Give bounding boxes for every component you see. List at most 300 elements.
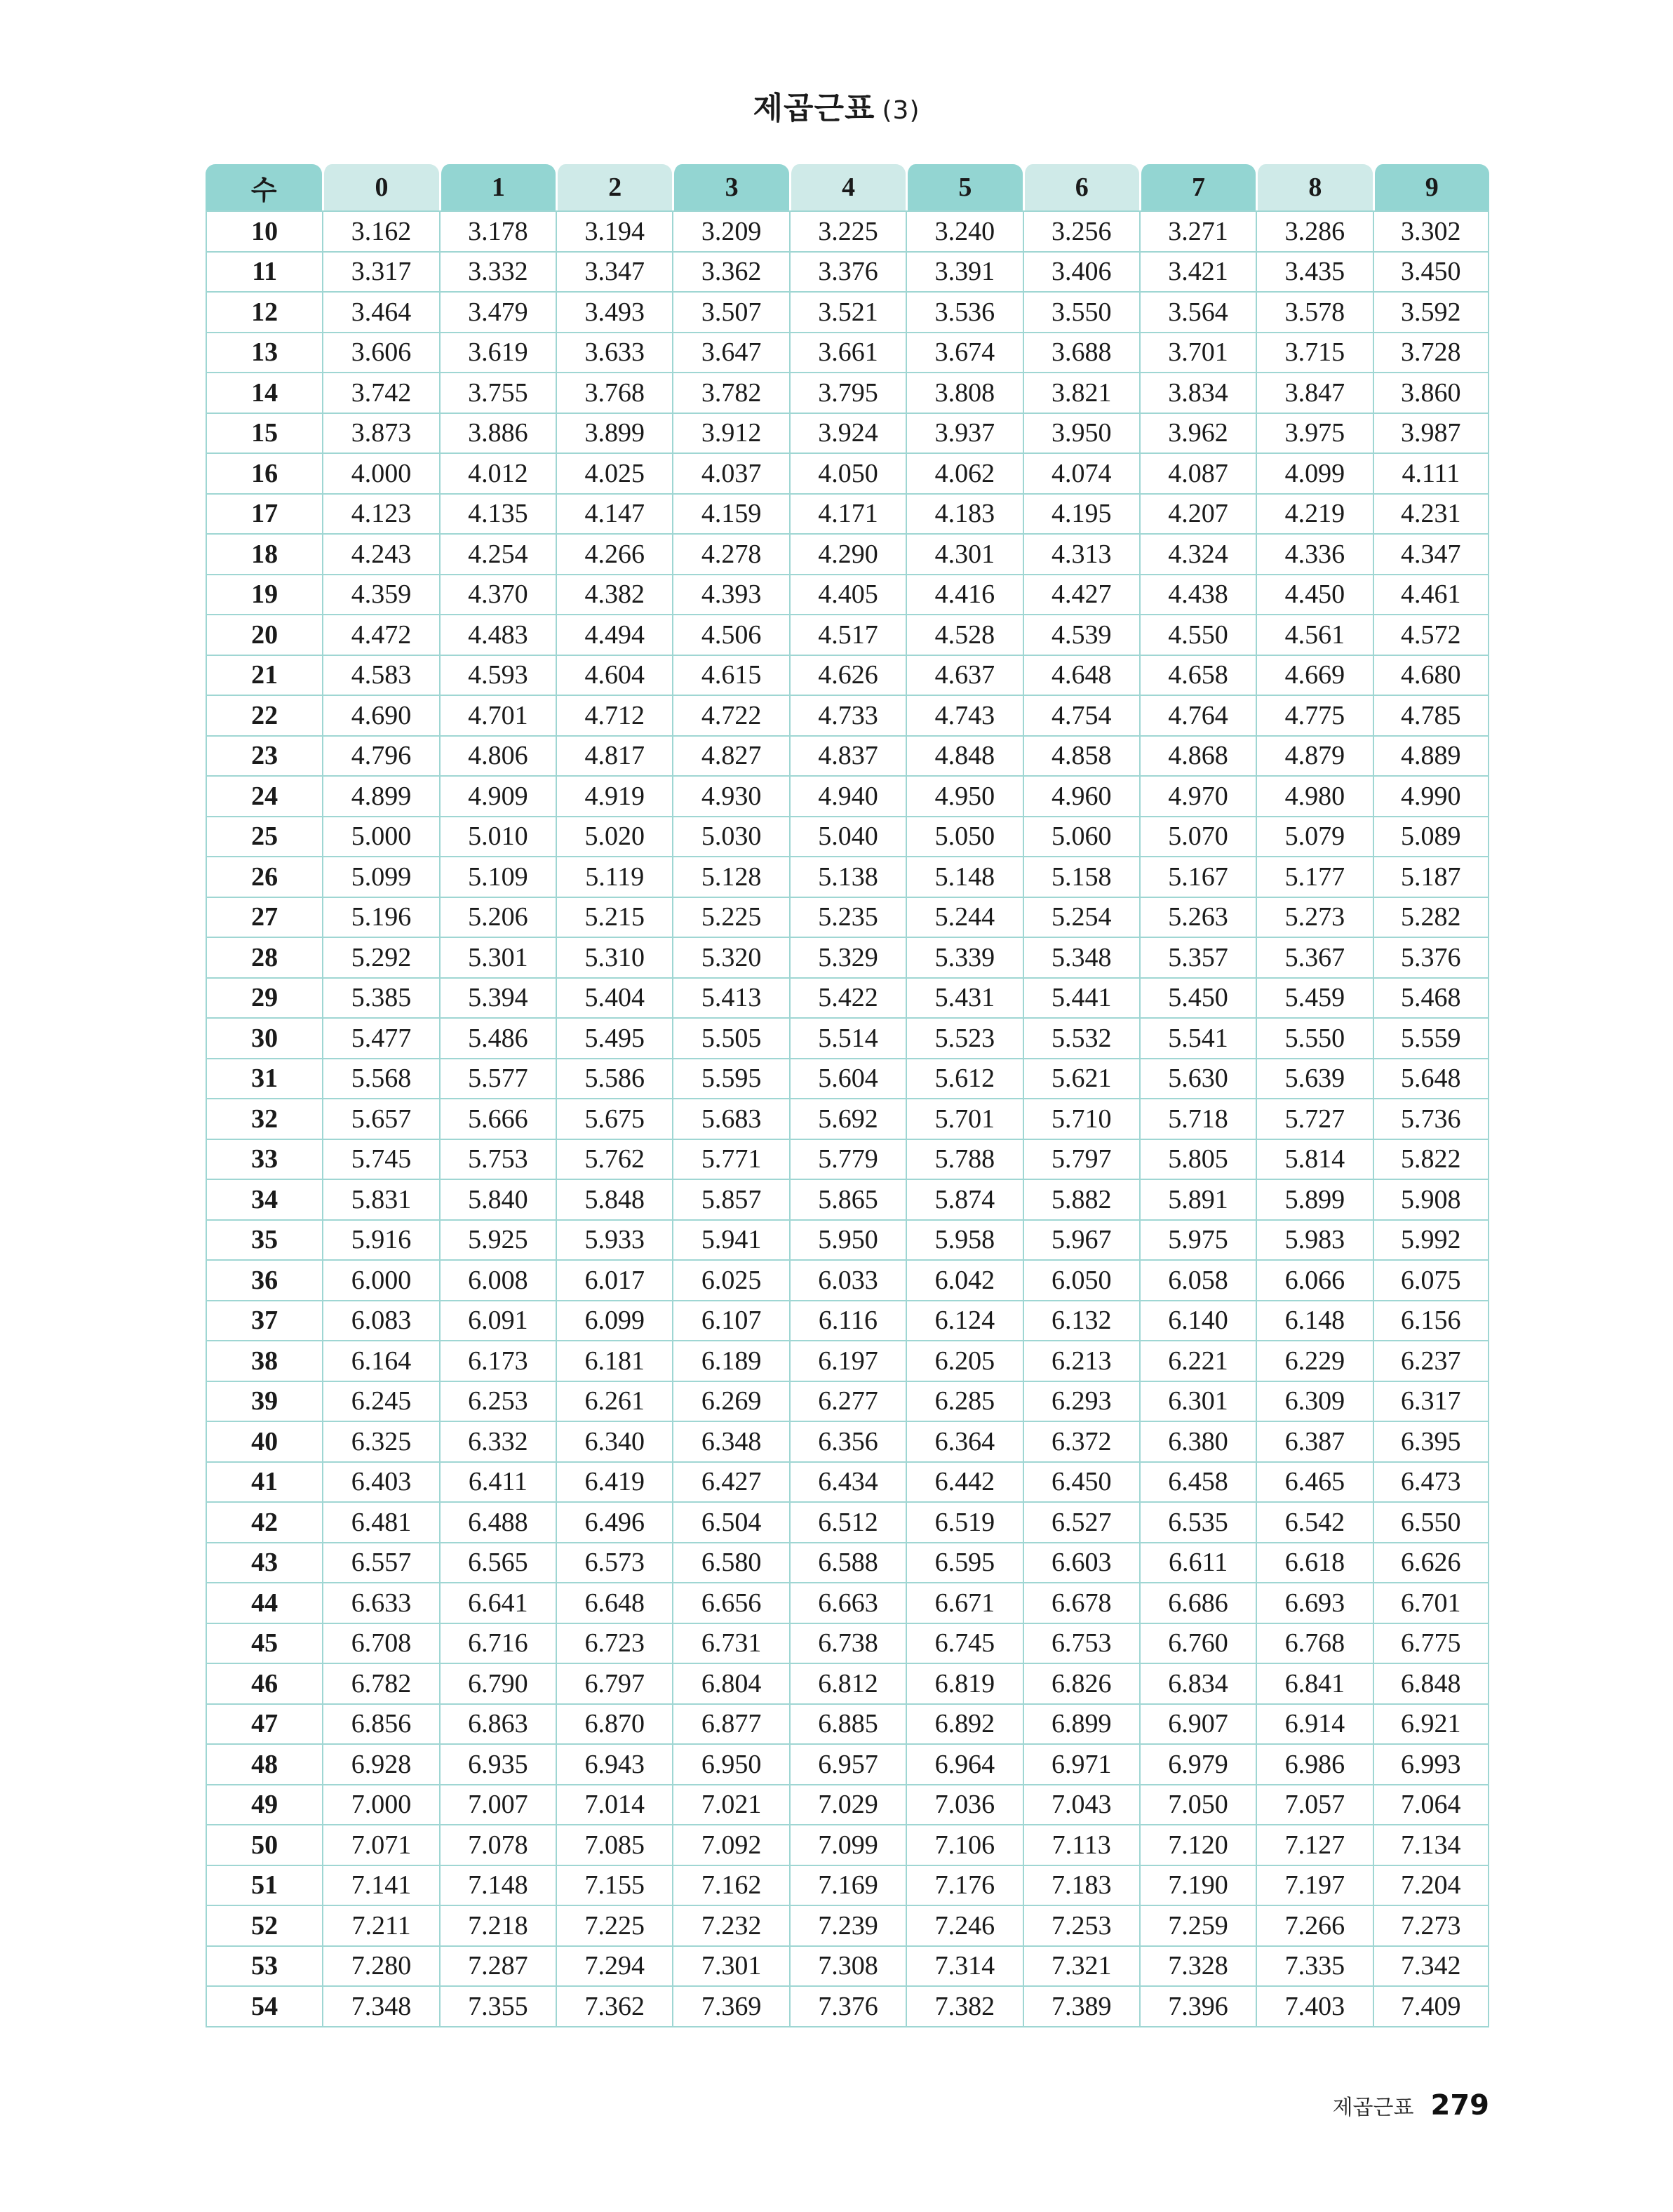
row-number-cell: 41 xyxy=(206,1463,322,1503)
table-cell: 5.967 xyxy=(1023,1221,1139,1261)
table-cell: 6.156 xyxy=(1373,1301,1489,1342)
table-cell: 4.572 xyxy=(1373,615,1489,656)
table-cell: 6.550 xyxy=(1373,1503,1489,1543)
table-cell: 3.808 xyxy=(906,373,1022,414)
table-cell: 6.603 xyxy=(1023,1543,1139,1584)
table-row xyxy=(206,454,1489,495)
header-cell-digit-2: 2 xyxy=(556,164,672,210)
table-cell: 3.782 xyxy=(672,373,788,414)
table-cell: 5.639 xyxy=(1256,1059,1372,1100)
table-cell: 3.912 xyxy=(672,414,788,455)
table-cell: 4.909 xyxy=(439,777,556,817)
row-number-cell: 28 xyxy=(206,938,322,979)
table-cell: 3.209 xyxy=(672,210,788,253)
table-cell: 3.564 xyxy=(1139,293,1256,333)
table-cell: 7.134 xyxy=(1373,1825,1489,1866)
table-cell: 6.213 xyxy=(1023,1341,1139,1382)
table-cell: 4.950 xyxy=(906,777,1022,817)
table-cell: 5.541 xyxy=(1139,1019,1256,1059)
table-cell: 4.159 xyxy=(672,495,788,535)
table-row xyxy=(206,1785,1489,1826)
table-cell: 4.889 xyxy=(1373,737,1489,777)
table-cell: 7.348 xyxy=(322,1987,438,2027)
table-cell: 7.000 xyxy=(322,1785,438,1826)
table-cell: 3.847 xyxy=(1256,373,1372,414)
table-cell: 6.565 xyxy=(439,1543,556,1584)
header-cell-digit-1: 1 xyxy=(439,164,556,210)
table-cell: 5.568 xyxy=(322,1059,438,1100)
table-cell: 4.050 xyxy=(789,454,906,495)
table-cell: 5.992 xyxy=(1373,1221,1489,1261)
table-cell: 4.517 xyxy=(789,615,906,656)
table-cell: 4.393 xyxy=(672,575,788,616)
table-cell: 6.512 xyxy=(789,1503,906,1543)
table-cell: 4.583 xyxy=(322,656,438,697)
table-cell: 6.325 xyxy=(322,1422,438,1463)
table-cell: 5.805 xyxy=(1139,1140,1256,1181)
table-cell: 5.683 xyxy=(672,1099,788,1140)
table-row xyxy=(206,1624,1489,1665)
table-cell: 6.411 xyxy=(439,1463,556,1503)
table-cell: 6.269 xyxy=(672,1382,788,1423)
table-row xyxy=(206,293,1489,333)
table-cell: 6.000 xyxy=(322,1261,438,1301)
table-cell: 6.731 xyxy=(672,1624,788,1665)
table-cell: 6.380 xyxy=(1139,1422,1256,1463)
table-cell: 3.507 xyxy=(672,293,788,333)
table-cell: 4.754 xyxy=(1023,696,1139,737)
table-cell: 6.950 xyxy=(672,1745,788,1785)
square-root-table xyxy=(206,164,1489,2027)
table-cell: 7.232 xyxy=(672,1906,788,1947)
row-number-cell: 21 xyxy=(206,656,322,697)
table-cell: 7.043 xyxy=(1023,1785,1139,1826)
table-cell: 4.347 xyxy=(1373,535,1489,575)
table-cell: 4.243 xyxy=(322,535,438,575)
table-cell: 3.178 xyxy=(439,210,556,253)
table-cell: 7.078 xyxy=(439,1825,556,1866)
table-cell: 6.701 xyxy=(1373,1583,1489,1624)
table-cell: 4.195 xyxy=(1023,495,1139,535)
table-cell: 7.273 xyxy=(1373,1906,1489,1947)
table-cell: 3.701 xyxy=(1139,333,1256,374)
table-cell: 5.187 xyxy=(1373,857,1489,898)
table-cell: 6.033 xyxy=(789,1261,906,1301)
table-cell: 4.494 xyxy=(556,615,672,656)
table-cell: 7.218 xyxy=(439,1906,556,1947)
table-cell: 4.012 xyxy=(439,454,556,495)
table-cell: 6.907 xyxy=(1139,1705,1256,1745)
table-cell: 3.450 xyxy=(1373,253,1489,293)
table-cell: 5.357 xyxy=(1139,938,1256,979)
table-cell: 3.536 xyxy=(906,293,1022,333)
row-number-cell: 25 xyxy=(206,817,322,858)
table-cell: 4.796 xyxy=(322,737,438,777)
table-cell: 4.550 xyxy=(1139,615,1256,656)
table-cell: 3.715 xyxy=(1256,333,1372,374)
table-cell: 5.505 xyxy=(672,1019,788,1059)
table-cell: 5.138 xyxy=(789,857,906,898)
table-cell: 5.367 xyxy=(1256,938,1372,979)
table-cell: 7.141 xyxy=(322,1866,438,1907)
row-number-cell: 30 xyxy=(206,1019,322,1059)
table-cell: 4.111 xyxy=(1373,454,1489,495)
table-cell: 5.692 xyxy=(789,1099,906,1140)
table-row xyxy=(206,979,1489,1019)
row-number-cell: 44 xyxy=(206,1583,322,1624)
table-cell: 5.486 xyxy=(439,1019,556,1059)
table-cell: 7.376 xyxy=(789,1987,906,2027)
table-cell: 4.135 xyxy=(439,495,556,535)
table-cell: 7.409 xyxy=(1373,1987,1489,2027)
table-cell: 6.116 xyxy=(789,1301,906,1342)
row-number-cell: 43 xyxy=(206,1543,322,1584)
row-number-cell: 40 xyxy=(206,1422,322,1463)
table-cell: 5.958 xyxy=(906,1221,1022,1261)
table-row xyxy=(206,1906,1489,1947)
table-cell: 5.577 xyxy=(439,1059,556,1100)
row-number-cell: 14 xyxy=(206,373,322,414)
table-cell: 3.493 xyxy=(556,293,672,333)
table-cell: 6.458 xyxy=(1139,1463,1256,1503)
page-title-sub: (3) xyxy=(882,96,920,125)
table-cell: 5.020 xyxy=(556,817,672,858)
table-cell: 4.290 xyxy=(789,535,906,575)
table-cell: 5.079 xyxy=(1256,817,1372,858)
footer-section-label: 제곱근표 xyxy=(1332,2096,1414,2120)
table-cell: 7.355 xyxy=(439,1987,556,2027)
table-cell: 3.950 xyxy=(1023,414,1139,455)
table-cell: 5.933 xyxy=(556,1221,672,1261)
header-cell-digit-7: 7 xyxy=(1139,164,1256,210)
table-row xyxy=(206,1180,1489,1221)
table-cell: 4.940 xyxy=(789,777,906,817)
table-cell: 4.147 xyxy=(556,495,672,535)
table-row xyxy=(206,1341,1489,1382)
table-row xyxy=(206,1947,1489,1988)
table-row xyxy=(206,1987,1489,2027)
table-cell: 6.124 xyxy=(906,1301,1022,1342)
table-cell: 3.768 xyxy=(556,373,672,414)
table-cell: 6.427 xyxy=(672,1463,788,1503)
table-cell: 6.993 xyxy=(1373,1745,1489,1785)
table-cell: 4.123 xyxy=(322,495,438,535)
table-cell: 5.701 xyxy=(906,1099,1022,1140)
table-cell: 6.364 xyxy=(906,1422,1022,1463)
table-cell: 3.975 xyxy=(1256,414,1372,455)
table-cell: 6.164 xyxy=(322,1341,438,1382)
table-cell: 3.479 xyxy=(439,293,556,333)
table-cell: 5.385 xyxy=(322,979,438,1019)
table-cell: 4.680 xyxy=(1373,656,1489,697)
table-cell: 7.211 xyxy=(322,1906,438,1947)
table-cell: 4.025 xyxy=(556,454,672,495)
table-cell: 3.256 xyxy=(1023,210,1139,253)
table-cell: 5.244 xyxy=(906,898,1022,939)
table-cell: 6.841 xyxy=(1256,1664,1372,1705)
table-cell: 6.075 xyxy=(1373,1261,1489,1301)
table-cell: 6.921 xyxy=(1373,1705,1489,1745)
table-row xyxy=(206,777,1489,817)
table-cell: 3.302 xyxy=(1373,210,1489,253)
table-cell: 7.287 xyxy=(439,1947,556,1988)
table-cell: 4.231 xyxy=(1373,495,1489,535)
table-cell: 6.768 xyxy=(1256,1624,1372,1665)
table-cell: 7.183 xyxy=(1023,1866,1139,1907)
table-cell: 3.362 xyxy=(672,253,788,293)
row-number-cell: 10 xyxy=(206,210,322,253)
table-cell: 6.340 xyxy=(556,1422,672,1463)
table-header-row xyxy=(206,164,1489,210)
table-row xyxy=(206,1059,1489,1100)
page-title xyxy=(0,83,1673,128)
table-cell: 6.885 xyxy=(789,1705,906,1745)
row-number-cell: 34 xyxy=(206,1180,322,1221)
table-cell: 3.633 xyxy=(556,333,672,374)
table-cell: 4.658 xyxy=(1139,656,1256,697)
table-cell: 6.253 xyxy=(439,1382,556,1423)
table-cell: 5.292 xyxy=(322,938,438,979)
table-row xyxy=(206,737,1489,777)
table-cell: 3.606 xyxy=(322,333,438,374)
header-cell-number: 수 xyxy=(206,164,322,210)
table-cell: 5.441 xyxy=(1023,979,1139,1019)
table-cell: 5.422 xyxy=(789,979,906,1019)
table-cell: 5.060 xyxy=(1023,817,1139,858)
table-cell: 6.301 xyxy=(1139,1382,1256,1423)
table-cell: 6.797 xyxy=(556,1664,672,1705)
table-cell: 5.950 xyxy=(789,1221,906,1261)
table-cell: 4.278 xyxy=(672,535,788,575)
table-cell: 4.626 xyxy=(789,656,906,697)
table-cell: 5.648 xyxy=(1373,1059,1489,1100)
table-cell: 3.962 xyxy=(1139,414,1256,455)
table-row xyxy=(206,615,1489,656)
table-cell: 3.406 xyxy=(1023,253,1139,293)
table-row xyxy=(206,1503,1489,1543)
table-cell: 6.971 xyxy=(1023,1745,1139,1785)
table-cell: 6.535 xyxy=(1139,1503,1256,1543)
table-row xyxy=(206,857,1489,898)
table-cell: 3.647 xyxy=(672,333,788,374)
table-cell: 5.604 xyxy=(789,1059,906,1100)
table-cell: 6.488 xyxy=(439,1503,556,1543)
table-cell: 5.848 xyxy=(556,1180,672,1221)
table-cell: 6.671 xyxy=(906,1583,1022,1624)
table-cell: 3.755 xyxy=(439,373,556,414)
table-cell: 4.171 xyxy=(789,495,906,535)
table-cell: 6.132 xyxy=(1023,1301,1139,1342)
table-cell: 6.395 xyxy=(1373,1422,1489,1463)
table-cell: 6.986 xyxy=(1256,1745,1372,1785)
table-cell: 6.387 xyxy=(1256,1422,1372,1463)
table-cell: 4.099 xyxy=(1256,454,1372,495)
table-cell: 6.611 xyxy=(1139,1543,1256,1584)
table-row xyxy=(206,817,1489,858)
table-cell: 6.419 xyxy=(556,1463,672,1503)
table-cell: 5.010 xyxy=(439,817,556,858)
table-cell: 7.155 xyxy=(556,1866,672,1907)
table-cell: 5.675 xyxy=(556,1099,672,1140)
table-cell: 3.937 xyxy=(906,414,1022,455)
table-cell: 6.229 xyxy=(1256,1341,1372,1382)
table-cell: 5.128 xyxy=(672,857,788,898)
table-cell: 7.280 xyxy=(322,1947,438,1988)
table-cell: 5.550 xyxy=(1256,1019,1372,1059)
table-cell: 7.148 xyxy=(439,1866,556,1907)
table-cell: 4.472 xyxy=(322,615,438,656)
table-cell: 5.282 xyxy=(1373,898,1489,939)
table-cell: 5.865 xyxy=(789,1180,906,1221)
table-cell: 6.775 xyxy=(1373,1624,1489,1665)
table-cell: 6.723 xyxy=(556,1624,672,1665)
table-cell: 6.633 xyxy=(322,1583,438,1624)
table-cell: 6.557 xyxy=(322,1543,438,1584)
table-cell: 5.514 xyxy=(789,1019,906,1059)
header-cell-digit-4: 4 xyxy=(789,164,906,210)
table-cell: 7.071 xyxy=(322,1825,438,1866)
table-row xyxy=(206,1382,1489,1423)
table-row xyxy=(206,1099,1489,1140)
table-cell: 5.177 xyxy=(1256,857,1372,898)
row-number-cell: 32 xyxy=(206,1099,322,1140)
table-cell: 7.259 xyxy=(1139,1906,1256,1947)
table-cell: 5.329 xyxy=(789,938,906,979)
table-cell: 7.204 xyxy=(1373,1866,1489,1907)
table-cell: 7.369 xyxy=(672,1987,788,2027)
table-cell: 4.615 xyxy=(672,656,788,697)
table-cell: 3.550 xyxy=(1023,293,1139,333)
table-cell: 4.764 xyxy=(1139,696,1256,737)
table-cell: 4.219 xyxy=(1256,495,1372,535)
table-cell: 5.348 xyxy=(1023,938,1139,979)
table-cell: 6.626 xyxy=(1373,1543,1489,1584)
table-cell: 6.738 xyxy=(789,1624,906,1665)
table-cell: 6.856 xyxy=(322,1705,438,1745)
table-cell: 5.736 xyxy=(1373,1099,1489,1140)
table-cell: 5.532 xyxy=(1023,1019,1139,1059)
table-cell: 6.753 xyxy=(1023,1624,1139,1665)
row-number-cell: 50 xyxy=(206,1825,322,1866)
table-cell: 5.339 xyxy=(906,938,1022,979)
table-cell: 7.239 xyxy=(789,1906,906,1947)
table-cell: 4.539 xyxy=(1023,615,1139,656)
table-cell: 5.908 xyxy=(1373,1180,1489,1221)
table-cell: 4.712 xyxy=(556,696,672,737)
table-cell: 3.464 xyxy=(322,293,438,333)
row-number-cell: 22 xyxy=(206,696,322,737)
table-cell: 5.404 xyxy=(556,979,672,1019)
table-cell: 6.957 xyxy=(789,1745,906,1785)
table-cell: 6.519 xyxy=(906,1503,1022,1543)
table-cell: 5.109 xyxy=(439,857,556,898)
table-cell: 5.621 xyxy=(1023,1059,1139,1100)
table-cell: 5.070 xyxy=(1139,817,1256,858)
table-cell: 5.301 xyxy=(439,938,556,979)
table-cell: 5.814 xyxy=(1256,1140,1372,1181)
table-cell: 4.359 xyxy=(322,575,438,616)
table-cell: 6.870 xyxy=(556,1705,672,1745)
table-cell: 4.461 xyxy=(1373,575,1489,616)
table-row xyxy=(206,575,1489,616)
table-cell: 4.074 xyxy=(1023,454,1139,495)
table-cell: 3.688 xyxy=(1023,333,1139,374)
table-cell: 6.293 xyxy=(1023,1382,1139,1423)
table-cell: 5.874 xyxy=(906,1180,1022,1221)
table-row xyxy=(206,535,1489,575)
table-cell: 5.857 xyxy=(672,1180,788,1221)
table-cell: 6.708 xyxy=(322,1624,438,1665)
table-cell: 5.089 xyxy=(1373,817,1489,858)
table-cell: 5.050 xyxy=(906,817,1022,858)
table-cell: 5.718 xyxy=(1139,1099,1256,1140)
row-number-cell: 20 xyxy=(206,615,322,656)
row-number-cell: 35 xyxy=(206,1221,322,1261)
table-cell: 6.403 xyxy=(322,1463,438,1503)
table-cell: 4.879 xyxy=(1256,737,1372,777)
table-cell: 4.183 xyxy=(906,495,1022,535)
table-cell: 7.176 xyxy=(906,1866,1022,1907)
table-cell: 3.742 xyxy=(322,373,438,414)
table-cell: 3.225 xyxy=(789,210,906,253)
row-number-cell: 53 xyxy=(206,1947,322,1988)
table-cell: 5.215 xyxy=(556,898,672,939)
table-cell: 3.332 xyxy=(439,253,556,293)
table-cell: 3.834 xyxy=(1139,373,1256,414)
table-cell: 6.058 xyxy=(1139,1261,1256,1301)
table-cell: 3.347 xyxy=(556,253,672,293)
row-number-cell: 37 xyxy=(206,1301,322,1342)
table-cell: 4.604 xyxy=(556,656,672,697)
row-number-cell: 29 xyxy=(206,979,322,1019)
table-cell: 6.826 xyxy=(1023,1664,1139,1705)
table-cell: 4.858 xyxy=(1023,737,1139,777)
table-cell: 5.431 xyxy=(906,979,1022,1019)
table-cell: 4.722 xyxy=(672,696,788,737)
table-cell: 4.930 xyxy=(672,777,788,817)
table-cell: 4.970 xyxy=(1139,777,1256,817)
table-cell: 5.612 xyxy=(906,1059,1022,1100)
table-cell: 4.806 xyxy=(439,737,556,777)
page-number: 279 xyxy=(1430,2089,1489,2121)
table-cell: 6.819 xyxy=(906,1664,1022,1705)
table-cell: 6.285 xyxy=(906,1382,1022,1423)
table-cell: 5.630 xyxy=(1139,1059,1256,1100)
table-cell: 6.678 xyxy=(1023,1583,1139,1624)
row-number-cell: 54 xyxy=(206,1987,322,2027)
table-cell: 5.559 xyxy=(1373,1019,1489,1059)
table-row xyxy=(206,210,1489,253)
row-number-cell: 13 xyxy=(206,333,322,374)
table-cell: 6.372 xyxy=(1023,1422,1139,1463)
table-cell: 5.657 xyxy=(322,1099,438,1140)
table-cell: 5.468 xyxy=(1373,979,1489,1019)
row-number-cell: 33 xyxy=(206,1140,322,1181)
row-number-cell: 11 xyxy=(206,253,322,293)
table-cell: 6.181 xyxy=(556,1341,672,1382)
table-cell: 5.840 xyxy=(439,1180,556,1221)
table-row xyxy=(206,333,1489,374)
table-row xyxy=(206,414,1489,455)
table-cell: 3.271 xyxy=(1139,210,1256,253)
table-cell: 5.459 xyxy=(1256,979,1372,1019)
table-cell: 6.760 xyxy=(1139,1624,1256,1665)
table-cell: 4.701 xyxy=(439,696,556,737)
table-cell: 3.391 xyxy=(906,253,1022,293)
table-cell: 5.040 xyxy=(789,817,906,858)
table-cell: 4.827 xyxy=(672,737,788,777)
table-cell: 6.782 xyxy=(322,1664,438,1705)
